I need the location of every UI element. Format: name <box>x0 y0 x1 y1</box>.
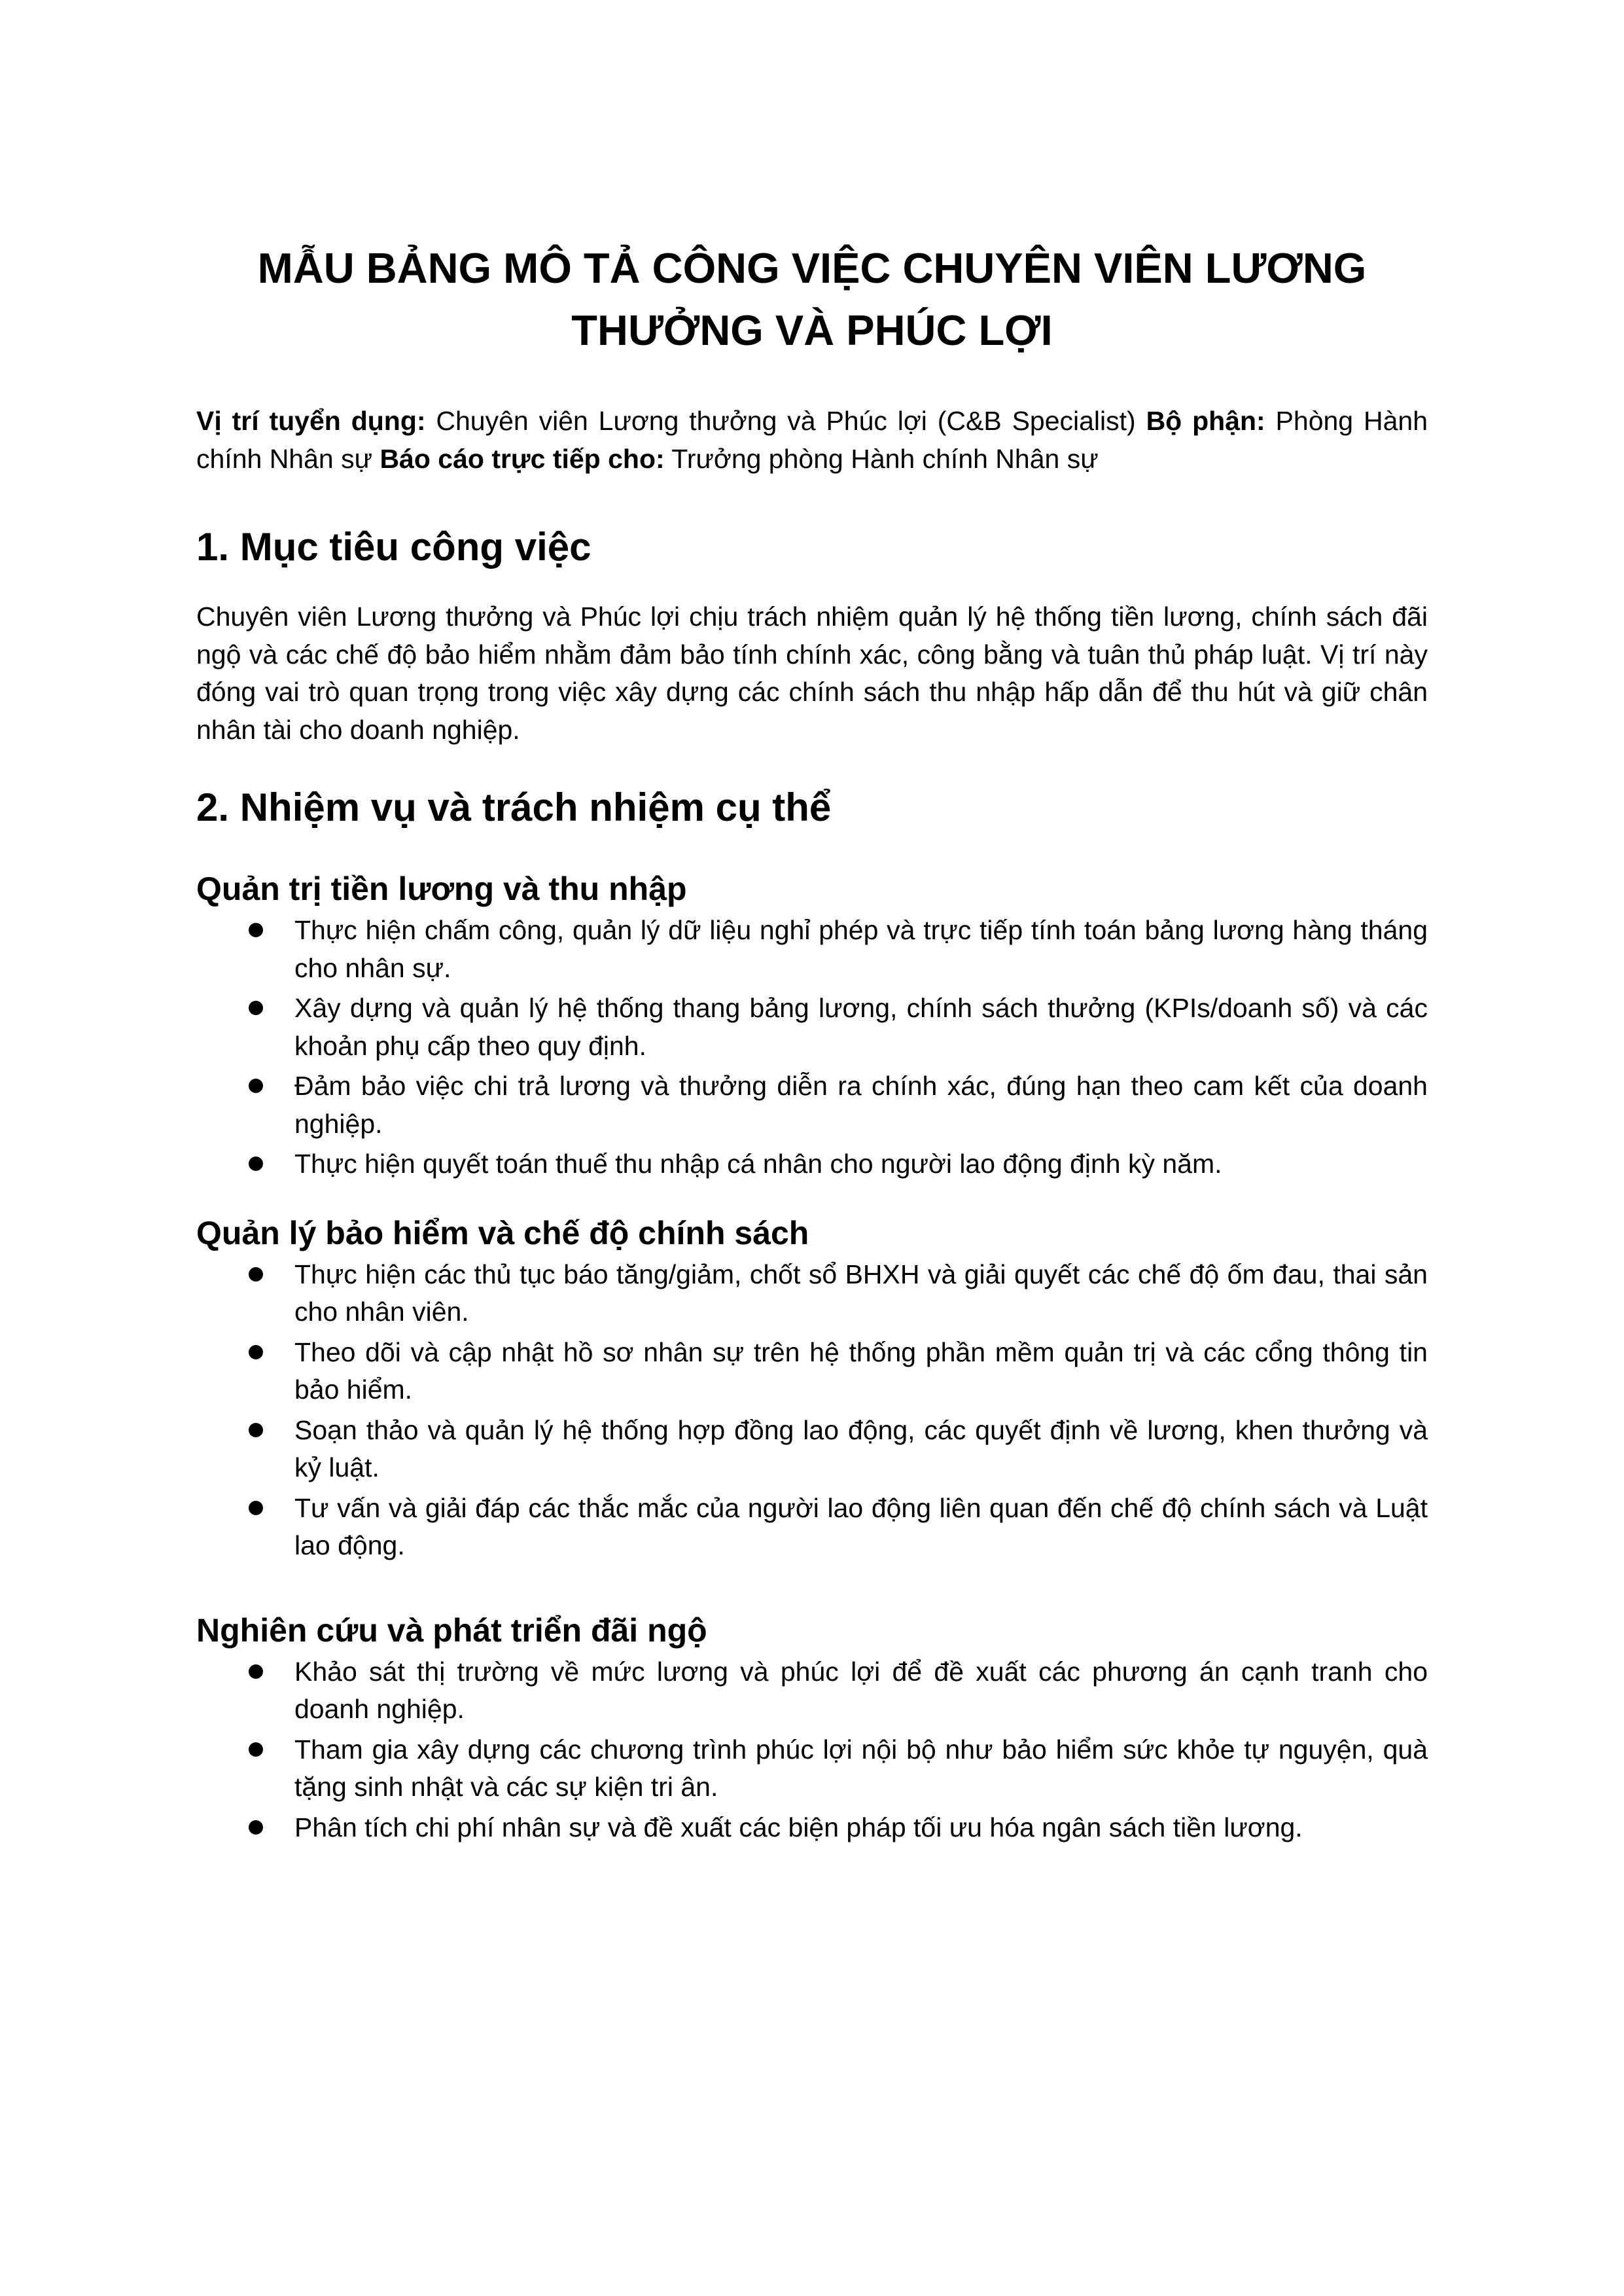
bullet-icon <box>249 1079 263 1093</box>
bullet-icon <box>249 1423 263 1437</box>
bullet-icon <box>249 1267 263 1282</box>
list-item-text: Soạn thảo và quản lý hệ thống hợp đồng lao động, các quyết định về lương, khen thưởng và kỷ luật. <box>294 1414 1428 1482</box>
list-item <box>196 1067 1428 1143</box>
meta-paragraph <box>196 403 1428 478</box>
bullet-icon <box>249 1001 263 1015</box>
list-item-text: Tư vấn và giải đáp các thắc mắc của người lao động liên quan đến chế độ chính sách và Luật lao động. <box>294 1492 1428 1560</box>
list-item-text: Thực hiện quyết toán thuế thu nhập cá nhân cho người lao động định kỳ năm. <box>294 1149 1222 1179</box>
bullet-icon <box>249 1664 263 1679</box>
bullet-icon <box>249 1501 263 1515</box>
list-item <box>196 1412 1428 1487</box>
list-item <box>196 1145 1428 1183</box>
list-item <box>196 1334 1428 1409</box>
list-item <box>196 912 1428 987</box>
list-item <box>196 1731 1428 1806</box>
list-item-text: Tham gia xây dựng các chương trình phúc lợi nội bộ như bảo hiểm sức khỏe tự nguyện, quà tặng sinh nhật và các sự kiện tri ân. <box>294 1734 1428 1802</box>
list-item <box>196 1256 1428 1331</box>
list-item-text: Thực hiện chấm công, quản lý dữ liệu nghỉ phép và trực tiếp tính toán bảng lương hàng tháng cho nhân sự. <box>294 915 1428 983</box>
subsection-heading-insurance: Quản lý bảo hiểm và chế độ chính sách <box>196 1214 809 1251</box>
section-heading-objective: 1. Mục tiêu công việc <box>196 525 591 569</box>
benefits-task-list <box>196 1653 1428 1847</box>
list-item-text: Khảo sát thị trường về mức lương và phúc lợi để đề xuất các phương án cạnh tranh cho doanh nghiệp. <box>294 1656 1428 1724</box>
bullet-icon <box>249 1742 263 1757</box>
list-item-text: Phân tích chi phí nhân sự và đề xuất các biện pháp tối ưu hóa ngân sách tiền lương. <box>294 1812 1303 1842</box>
meta-value-reports-to: Trưởng phòng Hành chính Nhân sự <box>664 443 1099 474</box>
subsection-heading-benefits-research: Nghiên cứu và phát triển đãi ngộ <box>196 1611 707 1649</box>
section-heading-duties: 2. Nhiệm vụ và trách nhiệm cụ thể <box>196 785 832 829</box>
list-item-text: Xây dựng và quản lý hệ thống thang bảng lương, chính sách thưởng (KPIs/doanh số) và các khoản phụ cấp theo quy định. <box>294 993 1428 1061</box>
list-item-text: Thực hiện các thủ tục báo tăng/giảm, chốt sổ BHXH và giải quyết các chế độ ốm đau, thai sản cho nhân viên. <box>294 1259 1428 1327</box>
meta-label-position: Vị trí tuyển dụng: <box>196 406 426 436</box>
list-item-text: Đảm bảo việc chi trả lương và thưởng diễn ra chính xác, đúng hạn theo cam kết của doanh nghiệp. <box>294 1071 1428 1139</box>
list-item <box>196 1653 1428 1729</box>
meta-value-department: Phòng Hành chính Nhân sự <box>196 406 1428 474</box>
list-item <box>196 990 1428 1065</box>
list-item <box>196 1809 1428 1847</box>
meta-label-department: Bộ phận: <box>1146 406 1265 436</box>
bullet-icon <box>249 1157 263 1171</box>
payroll-task-list <box>196 912 1428 1183</box>
objective-paragraph: Chuyên viên Lương thưởng và Phúc lợi chịu trách nhiệm quản lý hệ thống tiền lương, chính sách đãi ngộ và các chế độ bảo hiểm nhằm đảm bảo tính chính xác, công bằng và tuân thủ pháp luật. Vị trí này đóng vai trò quan trọng trong việc xây dựng các chính sách thu nhập hấp dẫn để thu hút và giữ chân nhân tài cho doanh nghiệp. <box>196 601 1428 745</box>
list-item <box>196 1490 1428 1565</box>
document-title: MẪU BẢNG MÔ TẢ CÔNG VIỆC CHUYÊN VIÊN LƯƠNG THƯỞNG VÀ PHÚC LỢI <box>257 244 1367 354</box>
meta-label-reports-to: Báo cáo trực tiếp cho: <box>380 443 665 474</box>
bullet-icon <box>249 1345 263 1359</box>
insurance-task-list <box>196 1256 1428 1565</box>
subsection-heading-payroll: Quản trị tiền lương và thu nhập <box>196 870 687 907</box>
meta-value-position: Chuyên viên Lương thưởng và Phúc lợi (C&B Specialist) <box>425 406 1146 436</box>
bullet-icon <box>249 1820 263 1835</box>
list-item-text: Theo dõi và cập nhật hồ sơ nhân sự trên hệ thống phần mềm quản trị và các cổng thông tin bảo hiểm. <box>294 1336 1428 1405</box>
bullet-icon <box>249 923 263 937</box>
